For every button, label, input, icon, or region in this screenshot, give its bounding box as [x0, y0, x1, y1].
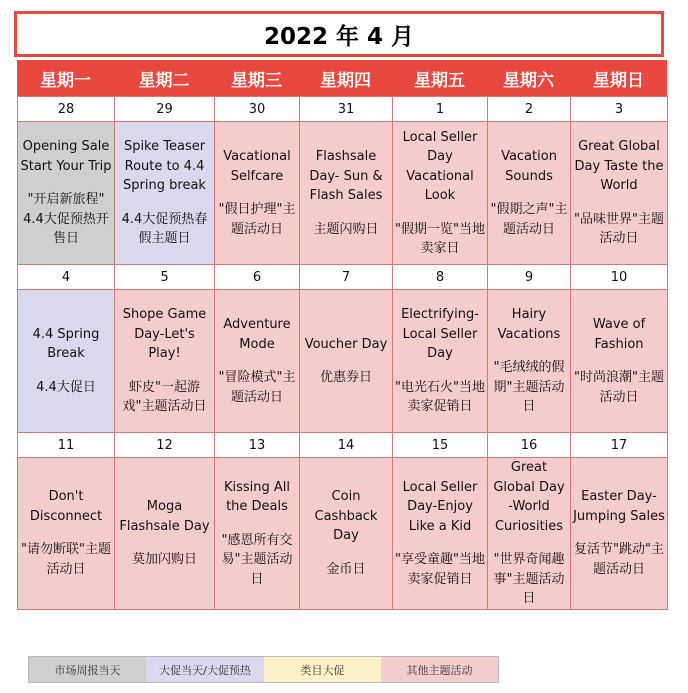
- event-title-en: Easter Day-Jumping Sales: [573, 489, 665, 524]
- event-cell: [571, 458, 668, 610]
- event-title-en: Wave of Fashion: [592, 317, 646, 352]
- event-title-en: Vacational Selfcare: [223, 149, 291, 184]
- event-cell: [215, 458, 300, 610]
- date-cell: 2: [488, 97, 571, 122]
- event-cell: [300, 122, 393, 265]
- event-cell: [300, 458, 393, 610]
- event-row: [18, 122, 668, 265]
- event-spacer: [490, 344, 568, 358]
- event-title-en: Local Seller Day Vacational Look: [402, 129, 478, 203]
- event-title-cn: 虾皮"一起游戏"主题活动日: [122, 379, 207, 415]
- event-title-cn: "假日护理"主题活动日: [218, 202, 296, 237]
- event-spacer: [20, 176, 112, 190]
- event-title-en: Opening Sale Start Your Trip: [20, 139, 112, 174]
- calendar-title: 2022 年 4 月: [14, 11, 664, 57]
- event-title-en: Adventure Mode: [223, 317, 291, 352]
- event-title-cn: "感恩所有交易"主题活动日: [221, 532, 293, 587]
- event-title-en: Shope Game Day-Let's Play!: [122, 307, 207, 362]
- event-title-en: Electrifying-Local Seller Day: [401, 307, 479, 362]
- event-title-cn: "世界奇闻趣事"主题活动日: [493, 552, 565, 606]
- calendar-grid: [17, 96, 668, 610]
- date-row: [18, 265, 668, 290]
- date-row: [18, 97, 668, 122]
- event-title-en: Hairy Vacations: [497, 307, 561, 342]
- event-title-cn: 莫加闪购日: [131, 552, 197, 567]
- event-cell: [215, 122, 300, 265]
- event-cell: [488, 290, 571, 433]
- event-cell: [488, 458, 571, 610]
- event-spacer: [490, 536, 568, 550]
- event-spacer: [302, 206, 390, 220]
- weekday-thu: 星期四: [320, 70, 371, 91]
- event-cell: [571, 290, 668, 433]
- event-cell: [393, 290, 488, 433]
- event-spacer: [573, 526, 665, 540]
- event-title-cn: 优惠券日: [319, 370, 372, 385]
- date-cell: 15: [393, 433, 488, 458]
- date-cell: 17: [571, 433, 668, 458]
- event-spacer: [302, 354, 390, 368]
- event-title-cn: 主题闪购日: [313, 221, 379, 237]
- legend-item-gray: 市场周报当天: [29, 657, 146, 682]
- weekday-header-row: [17, 60, 667, 96]
- event-title-en: Great Global Day Taste the World: [574, 139, 664, 194]
- event-title-en: Local Seller Day-Enjoy Like a Kid: [402, 479, 478, 534]
- event-title-en: Spike Teaser Route to 4.4 Spring break: [123, 139, 206, 194]
- weekday-sun: 星期日: [593, 70, 644, 91]
- event-title-cn: "毛绒绒的假期"主题活动日: [493, 360, 565, 415]
- event-spacer: [302, 546, 390, 560]
- event-cell: [300, 290, 393, 433]
- date-cell: 29: [115, 97, 215, 122]
- event-title-cn: "电光石火"当地卖家促销日: [395, 379, 485, 415]
- event-title-en: Coin Cashback Day: [314, 489, 378, 544]
- event-title-en: Kissing All the Deals: [223, 479, 291, 514]
- event-spacer: [395, 536, 485, 550]
- event-spacer: [573, 196, 665, 210]
- event-spacer: [573, 354, 665, 368]
- event-title-cn: "假期一览"当地卖家日: [395, 221, 485, 256]
- event-title-en: Vacation Sounds: [501, 149, 557, 184]
- event-cell: [115, 122, 215, 265]
- event-title-cn: "开启新旅程" 4.4大促预热开售日: [23, 192, 109, 247]
- event-spacer: [20, 526, 112, 540]
- weekday-fri: 星期五: [414, 70, 465, 91]
- date-cell: 7: [300, 265, 393, 290]
- date-cell: 31: [300, 97, 393, 122]
- event-title-cn: 复活节"跳动"主题活动日: [574, 542, 664, 577]
- event-cell: [18, 290, 115, 433]
- event-spacer: [395, 206, 485, 220]
- event-title-en: 4.4 Spring Break: [32, 326, 100, 362]
- date-cell: 4: [18, 265, 115, 290]
- event-title-en: Voucher Day: [304, 336, 388, 352]
- event-cell: [18, 122, 115, 265]
- weekday-tue: 星期二: [138, 70, 190, 91]
- event-spacer: [217, 517, 297, 531]
- event-spacer: [217, 354, 297, 368]
- weekday-mon: 星期一: [40, 70, 91, 91]
- date-cell: 30: [215, 97, 300, 122]
- date-cell: 6: [215, 265, 300, 290]
- event-title-cn: 金币日: [326, 561, 366, 577]
- event-cell: [393, 458, 488, 610]
- event-title-cn: "假期之声"主题活动日: [490, 202, 568, 237]
- event-title-en: Great Global Day -World Curiosities: [493, 460, 565, 534]
- date-cell: 3: [571, 97, 668, 122]
- event-title-cn: "请勿断联"主题活动日: [21, 542, 111, 577]
- event-title-en: Don't Disconnect: [29, 489, 103, 524]
- weekday-sat: 星期六: [503, 70, 554, 91]
- event-title-cn: 4.4大促预热春假主题日: [121, 211, 208, 247]
- event-spacer: [117, 364, 212, 378]
- date-cell: 14: [300, 433, 393, 458]
- event-cell: [571, 122, 668, 265]
- event-title-en: Flashsale Day- Sun & Flash Sales: [309, 149, 383, 203]
- event-spacer: [490, 186, 568, 200]
- legend-item-purple: 大促当天/大促预热: [146, 657, 264, 682]
- legend-item-pink: 其他主题活动: [381, 657, 498, 682]
- event-title-cn: "享受童趣"当地卖家促销日: [395, 552, 485, 587]
- date-cell: 11: [18, 433, 115, 458]
- date-cell: 12: [115, 433, 215, 458]
- event-spacer: [395, 364, 485, 378]
- date-cell: 9: [488, 265, 571, 290]
- date-cell: 8: [393, 265, 488, 290]
- date-cell: 13: [215, 433, 300, 458]
- event-cell: [18, 458, 115, 610]
- date-cell: 16: [488, 433, 571, 458]
- event-spacer: [117, 536, 212, 550]
- event-title-en: Moga Flashsale Day: [119, 499, 210, 534]
- event-spacer: [217, 186, 297, 200]
- event-title-cn: "冒险模式"主题活动日: [218, 370, 296, 405]
- weekday-wed: 星期三: [231, 70, 282, 91]
- event-cell: [488, 122, 571, 265]
- event-cell: [115, 290, 215, 433]
- event-title-cn: 4.4大促日: [36, 379, 96, 395]
- legend: [28, 656, 499, 683]
- event-row: [18, 458, 668, 610]
- event-spacer: [20, 364, 112, 378]
- event-spacer: [117, 196, 212, 210]
- event-cell: [115, 458, 215, 610]
- event-cell: [393, 122, 488, 265]
- event-title-cn: "品味世界"主题活动日: [574, 211, 664, 247]
- legend-item-yellow: 类目大促: [264, 657, 381, 682]
- date-cell: 10: [571, 265, 668, 290]
- date-cell: 5: [115, 265, 215, 290]
- date-cell: 28: [18, 97, 115, 122]
- event-cell: [215, 290, 300, 433]
- event-row: [18, 290, 668, 433]
- date-row: [18, 433, 668, 458]
- date-cell: 1: [393, 97, 488, 122]
- event-title-cn: "时尚浪潮"主题活动日: [574, 370, 664, 405]
